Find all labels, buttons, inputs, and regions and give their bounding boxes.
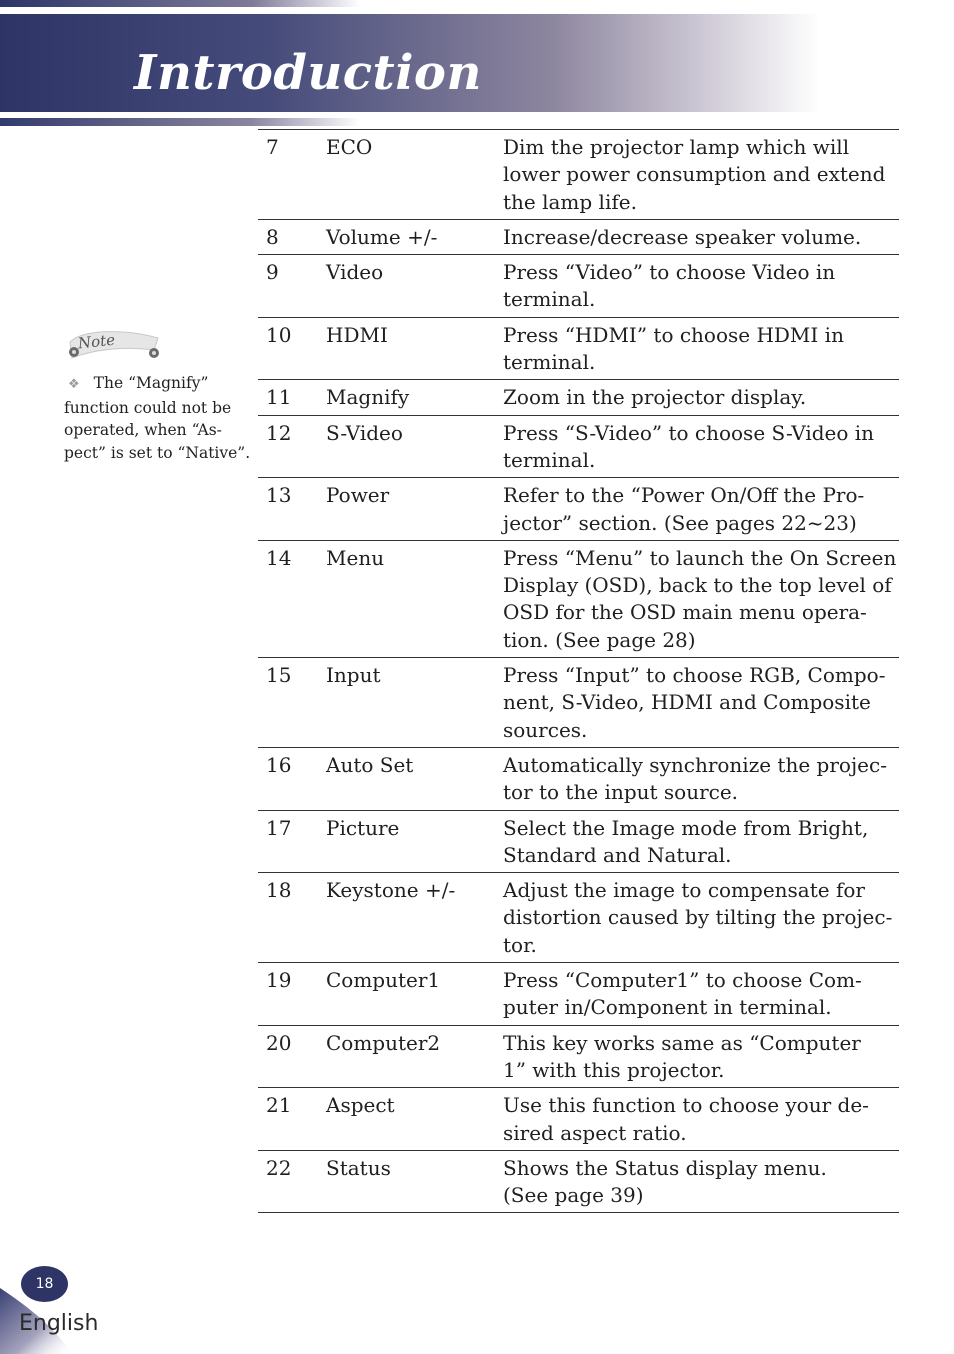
table-row	[258, 1025, 899, 1088]
key-description-line: Increase/decrease speaker volume.	[503, 224, 862, 249]
key-description-line: (See page 39)	[503, 1183, 644, 1208]
key-description	[503, 540, 899, 657]
key-number: 7	[266, 135, 279, 159]
key-name: HDMI	[326, 322, 388, 347]
key-name: Volume +/-	[326, 224, 438, 249]
key-description-line: Press “Input” to choose RGB, Compo-	[503, 663, 886, 688]
key-description	[503, 255, 899, 318]
key-number: 22	[266, 1155, 292, 1180]
note-line: function could not be	[64, 398, 232, 417]
key-description-line: Press “HDMI” to choose HDMI in	[503, 322, 844, 347]
key-number: 15	[266, 663, 292, 688]
table-row	[258, 255, 899, 318]
key-description-line: terminal.	[503, 350, 596, 375]
note-text	[64, 372, 256, 464]
key-number: 20	[266, 1030, 292, 1055]
key-number: 8	[266, 224, 279, 249]
table-row	[258, 317, 899, 380]
header-top-strip	[0, 0, 360, 7]
key-description	[503, 130, 899, 220]
key-name: Computer1	[326, 968, 441, 993]
key-name: Input	[326, 663, 381, 688]
note-badge-label: Note	[77, 330, 116, 353]
key-number: 19	[266, 968, 292, 993]
key-name: Keystone +/-	[326, 878, 456, 903]
table-row	[258, 1150, 899, 1213]
key-description-line: Press “Video” to choose Video in	[503, 260, 836, 285]
key-name: ECO	[326, 135, 373, 159]
key-description	[503, 1025, 899, 1088]
key-description-line: This key works same as “Computer	[503, 1030, 861, 1055]
key-description-line: lower power consumption and extend	[503, 162, 886, 187]
footer-language-label: English	[19, 1311, 99, 1336]
key-description-line: Dim the projector lamp which will	[503, 135, 850, 159]
key-description-line: tion. (See page 28)	[503, 627, 696, 652]
key-description-line: sired aspect ratio.	[503, 1120, 687, 1145]
table-row	[258, 963, 899, 1026]
note-badge-icon	[62, 324, 164, 364]
table-row	[258, 658, 899, 748]
page-title: Introduction	[134, 45, 482, 101]
key-number: 16	[266, 752, 292, 777]
key-description	[503, 1150, 899, 1213]
key-description-line: terminal.	[503, 447, 596, 472]
key-number: 11	[266, 385, 292, 410]
note-line: pect” is set to “Native”.	[64, 443, 251, 462]
key-description-line: OSD for the OSD main menu opera-	[503, 600, 867, 625]
key-name: S-Video	[326, 420, 403, 445]
key-name: Menu	[326, 545, 385, 570]
key-description	[503, 658, 899, 748]
key-description-line: Use this function to choose your de-	[503, 1093, 869, 1118]
key-description	[503, 219, 899, 254]
key-description-line: Press “Computer1” to choose Com-	[503, 968, 862, 993]
note-line: The “Magnify”	[93, 374, 209, 392]
key-description-line: jector” section. (See pages 22~23)	[503, 510, 857, 535]
table-row	[258, 415, 899, 478]
note-line: operated, when “As-	[64, 421, 222, 439]
key-description-line: terminal.	[503, 287, 596, 312]
key-description-line: Shows the Status display menu.	[503, 1155, 827, 1180]
table-row	[258, 1088, 899, 1151]
key-description-line: Standard and Natural.	[503, 842, 732, 867]
key-description-line: Adjust the image to compensate for	[503, 878, 865, 903]
key-name: Picture	[326, 815, 400, 840]
header-underline-strip	[0, 118, 360, 126]
key-description	[503, 747, 899, 810]
key-description-line: Zoom in the projector display.	[503, 385, 807, 410]
table-row	[258, 810, 899, 873]
key-function-table-body	[258, 130, 899, 1213]
key-number: 14	[266, 545, 292, 570]
key-function-table	[258, 129, 899, 1213]
key-name: Computer2	[326, 1030, 441, 1055]
key-description-line: distortion caused by tilting the projec-	[503, 905, 893, 930]
key-name: Power	[326, 483, 390, 508]
page-number-badge: 18	[21, 1266, 68, 1302]
key-description-line: Press “Menu” to launch the On Screen	[503, 545, 897, 570]
key-description	[503, 1088, 899, 1151]
table-row	[258, 380, 899, 415]
key-description-line: Select the Image mode from Bright,	[503, 815, 869, 840]
key-number: 12	[266, 420, 292, 445]
key-name: Aspect	[326, 1093, 395, 1118]
key-description-line: Automatically synchronize the projec-	[503, 752, 887, 777]
key-description-line: Press “S-Video” to choose S-Video in	[503, 420, 875, 445]
key-description-line: tor to the input source.	[503, 780, 739, 805]
key-description	[503, 478, 899, 541]
key-number: 10	[266, 322, 292, 347]
key-name: Magnify	[326, 385, 410, 410]
table-row	[258, 540, 899, 657]
key-description	[503, 317, 899, 380]
table-row	[258, 219, 899, 254]
key-number: 9	[266, 260, 279, 285]
key-description-line: tor.	[503, 932, 537, 957]
table-row	[258, 478, 899, 541]
key-name: Video	[326, 260, 384, 285]
key-description-line: Refer to the “Power On/Off the Pro-	[503, 483, 865, 508]
key-description	[503, 963, 899, 1026]
note-bullet-icon: ❖	[68, 377, 80, 392]
key-description	[503, 415, 899, 478]
key-description-line: nent, S-Video, HDMI and Composite	[503, 690, 871, 715]
key-number: 21	[266, 1093, 292, 1118]
key-description	[503, 380, 899, 415]
key-number: 13	[266, 483, 292, 508]
table-row	[258, 747, 899, 810]
table-row	[258, 130, 899, 220]
key-number: 18	[266, 878, 292, 903]
key-description-line: sources.	[503, 717, 588, 742]
table-row	[258, 873, 899, 963]
key-description	[503, 810, 899, 873]
key-description-line: 1” with this projector.	[503, 1057, 725, 1082]
key-number: 17	[266, 815, 292, 840]
key-description-line: the lamp life.	[503, 189, 637, 214]
key-description	[503, 873, 899, 963]
key-description-line: Display (OSD), back to the top level of	[503, 573, 892, 598]
key-name: Status	[326, 1155, 391, 1180]
key-name: Auto Set	[326, 752, 414, 777]
key-description-line: puter in/Component in terminal.	[503, 995, 832, 1020]
